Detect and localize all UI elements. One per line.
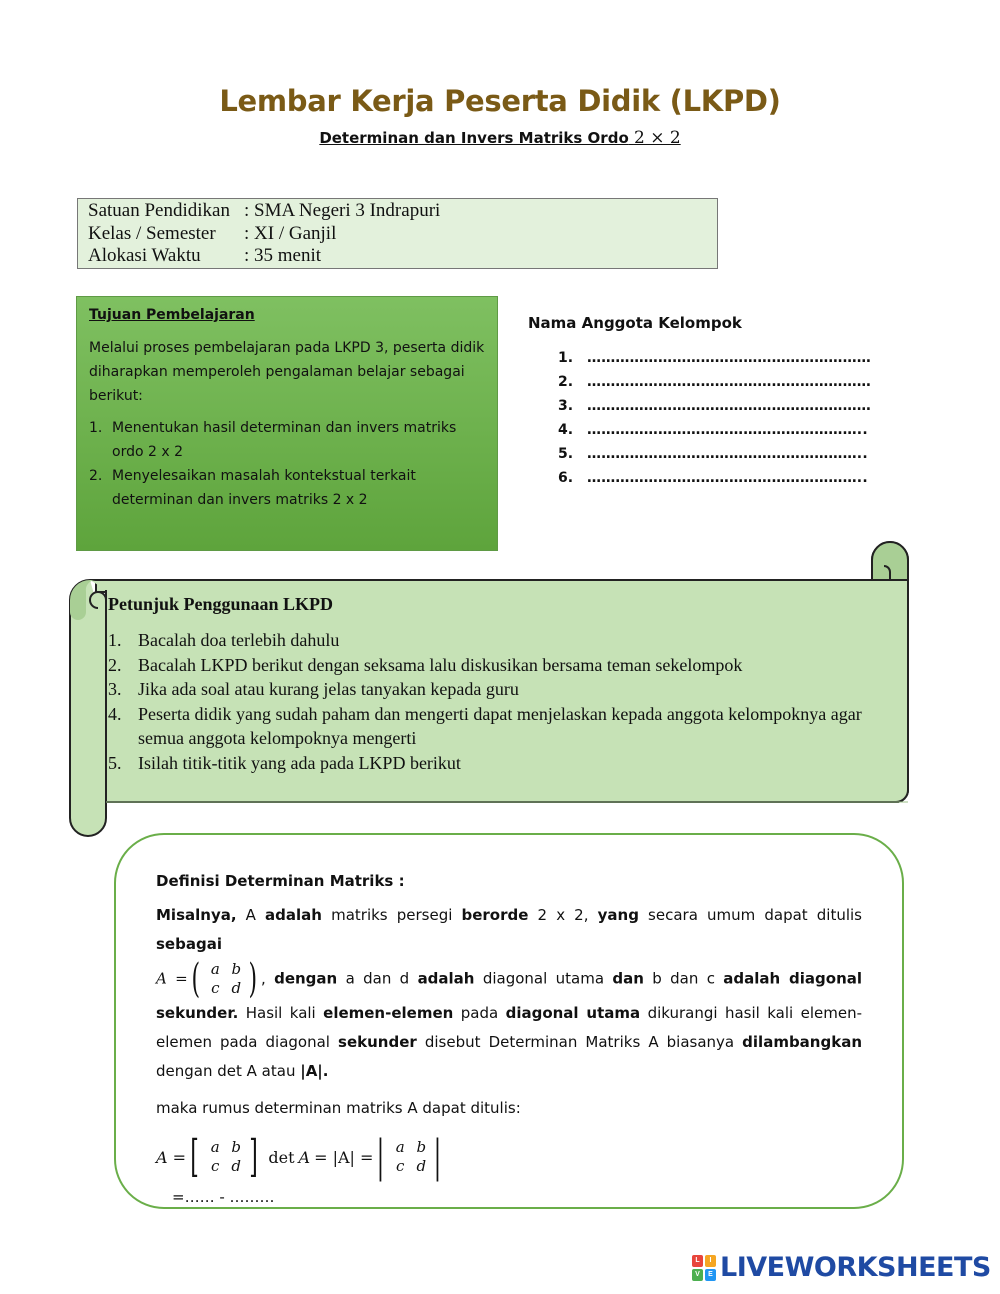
text-bold: dilambangkan — [742, 1033, 862, 1051]
matrix-grid — [203, 1138, 245, 1176]
name-blank[interactable]: ………………………………………………….. — [587, 470, 868, 486]
text-bold: sekunder — [338, 1033, 417, 1051]
item-number: 1. — [108, 630, 122, 650]
text-bold: |A|. — [300, 1062, 329, 1080]
info-value: : 35 menit — [244, 245, 322, 266]
list-item — [108, 702, 898, 751]
matrix-entry: b — [416, 1138, 427, 1156]
info-row — [88, 245, 707, 268]
text-bold: sebagai — [156, 935, 222, 953]
info-value: : SMA Negeri 3 Indrapuri — [244, 200, 441, 221]
text: secara umum dapat ditulis — [638, 906, 862, 924]
matrix-entry: d — [416, 1157, 427, 1175]
matrix-entry: a — [210, 1138, 220, 1156]
list-item — [108, 751, 898, 776]
definisi-box — [114, 833, 904, 1209]
matrix-paren — [188, 956, 261, 1002]
matrix-grid — [388, 1138, 430, 1176]
list-item — [89, 464, 485, 512]
matrix-entry: c — [211, 1157, 220, 1175]
page-subtitle — [0, 128, 1000, 148]
info-label: Kelas / Semester — [88, 222, 216, 244]
info-label: Alokasi Waktu — [88, 245, 201, 266]
anggota-item[interactable] — [558, 370, 908, 394]
brand-logo — [692, 1252, 991, 1283]
formula-det-a: A — [298, 1147, 311, 1167]
subtitle-math: 2 × 2 — [633, 128, 681, 148]
determinant-formula — [156, 1131, 862, 1182]
text-bold: diagonal utama — [505, 1004, 641, 1022]
text: b dan c — [643, 969, 724, 988]
text-bold: yang — [597, 906, 639, 924]
text-bold: adalah — [265, 906, 322, 924]
item-number: 1. — [89, 420, 103, 436]
text: pada — [453, 1004, 506, 1022]
matrix-entry: d — [231, 979, 242, 997]
right-vbar: | — [433, 1131, 442, 1182]
brand-icon — [692, 1255, 716, 1281]
anggota-heading: Nama Anggota Kelompok — [528, 314, 742, 332]
brand-text: LIVEWORKSHEETS — [720, 1252, 991, 1283]
matrix-grid — [203, 960, 245, 998]
text: A — [236, 906, 266, 924]
tujuan-intro: Melalui proses pembelajaran pada LKPD 3, peserta didik diharapkan memperoleh pengalaman belajar sebagai berikut: — [89, 340, 485, 404]
left-vbar: | — [377, 1131, 385, 1182]
item-text: Isilah titik-titik yang ada pada LKPD berikut — [138, 752, 461, 773]
item-number: 3. — [558, 398, 574, 414]
result-blank[interactable]: =…… - ……… — [172, 1188, 275, 1206]
item-number: 5. — [558, 446, 574, 462]
item-number: 3. — [108, 679, 122, 699]
matrix-entry: b — [231, 960, 242, 978]
list-item — [108, 628, 898, 653]
petunjuk-heading: Petunjuk Penggunaan LKPD — [108, 594, 334, 614]
tujuan-heading: Tujuan Pembelajaran — [89, 307, 255, 323]
item-number: 5. — [108, 752, 122, 773]
text-bold: dengan — [274, 969, 338, 988]
text: Hasil kali — [238, 1004, 324, 1022]
matrix-entry: c — [396, 1157, 405, 1175]
list-item — [108, 677, 898, 702]
list-item — [89, 416, 485, 464]
name-blank[interactable]: …………………………………………………… — [587, 374, 871, 390]
item-number: 2. — [89, 468, 103, 484]
left-bracket: [ — [190, 1131, 199, 1182]
text: diagonal utama — [474, 969, 613, 988]
item-text: Bacalah LKPD berikut dengan seksama lalu diskusikan bersama teman sekelompok — [138, 654, 743, 675]
text: disebut Determinan Matriks A biasanya — [416, 1033, 743, 1051]
item-text: Menyelesaikan masalah kontekstual terkait determinan dan invers matriks 2 x 2 — [112, 468, 416, 508]
info-label: Satuan Pendidikan — [88, 200, 230, 221]
info-value: : XI / Ganjil — [244, 222, 337, 244]
right-bracket: ] — [249, 1131, 259, 1182]
matrix-entry: a — [210, 960, 220, 978]
item-number: 2. — [558, 374, 574, 390]
anggota-section — [528, 312, 908, 490]
text: 2 x 2, — [528, 906, 598, 924]
page-title: Lembar Kerja Peserta Didik (LKPD) — [219, 84, 781, 118]
list-item — [108, 653, 898, 678]
item-number: 4. — [108, 703, 122, 724]
info-row — [88, 200, 707, 223]
item-number: 6. — [558, 470, 574, 486]
anggota-item[interactable] — [558, 418, 908, 442]
text: a dan d — [337, 969, 418, 988]
anggota-item[interactable] — [558, 394, 908, 418]
item-number: 1. — [558, 350, 574, 366]
logo-tile: V — [692, 1269, 703, 1281]
anggota-list — [528, 346, 908, 490]
text-bold: Misalnya, — [156, 906, 237, 924]
anggota-item[interactable] — [558, 442, 908, 466]
definisi-formula-intro: maka rumus determinan matriks A dapat ditulis: — [156, 1099, 521, 1117]
name-blank[interactable]: …………………………………………………… — [587, 350, 871, 366]
text-bold: adalah diagonal sekunder. — [156, 969, 863, 1022]
formula-det: det — [268, 1147, 295, 1167]
item-text: Peserta didik yang sudah paham dan mengerti dapat menjelaskan kepada anggota kelompoknya agar semua anggota kelompoknya mengerti — [138, 703, 862, 748]
name-blank[interactable]: ………………………………………………….. — [587, 422, 868, 438]
anggota-item[interactable] — [558, 466, 908, 490]
matrix-det — [388, 1138, 430, 1176]
item-number: 4. — [558, 422, 574, 438]
tujuan-panel — [76, 296, 498, 551]
left-paren: ( — [191, 956, 200, 1002]
logo-tile: I — [705, 1255, 716, 1267]
text: , — [260, 969, 275, 988]
logo-tile: E — [705, 1269, 716, 1281]
definisi-paragraph — [156, 901, 862, 1086]
text-bold: dan — [612, 969, 644, 988]
name-blank[interactable]: ………………………………………………….. — [587, 446, 868, 462]
matrix-entry: d — [231, 1157, 242, 1175]
name-blank[interactable]: …………………………………………………… — [587, 398, 871, 414]
right-paren: ) — [248, 956, 258, 1002]
formula-eq: = |A| = — [314, 1147, 374, 1167]
definisi-heading: Definisi Determinan Matriks : — [156, 872, 405, 890]
text: matriks persegi — [321, 906, 462, 924]
petunjuk-list — [108, 628, 898, 775]
info-row — [88, 223, 707, 246]
math-a: A = — [156, 969, 188, 988]
info-box — [77, 198, 718, 269]
item-text: Bacalah doa terlebih dahulu — [138, 630, 340, 650]
logo-tile: L — [692, 1255, 703, 1267]
text-bold: berorde — [461, 906, 529, 924]
item-text: Menentukan hasil determinan dan invers matriks ordo 2 x 2 — [112, 420, 457, 460]
text: dengan det A atau — [156, 1062, 301, 1080]
matrix-entry: b — [231, 1138, 242, 1156]
item-text: Jika ada soal atau kurang jelas tanyakan kepada guru — [138, 679, 519, 699]
matrix-bracket — [203, 1138, 245, 1176]
text-bold: adalah — [417, 969, 475, 988]
text-bold: elemen-elemen — [323, 1004, 454, 1022]
matrix-entry: a — [395, 1138, 405, 1156]
item-number: 2. — [108, 654, 122, 675]
formula-lhs: A = — [156, 1147, 187, 1167]
text: dikurangi hasil kali elemen-elemen pada diagonal — [156, 1004, 863, 1051]
subtitle-text: Determinan dan Invers Matriks Ordo — [319, 129, 629, 147]
tujuan-list — [89, 416, 485, 512]
matrix-entry: c — [211, 979, 220, 997]
anggota-item[interactable] — [558, 346, 908, 370]
petunjuk-section — [108, 592, 898, 775]
